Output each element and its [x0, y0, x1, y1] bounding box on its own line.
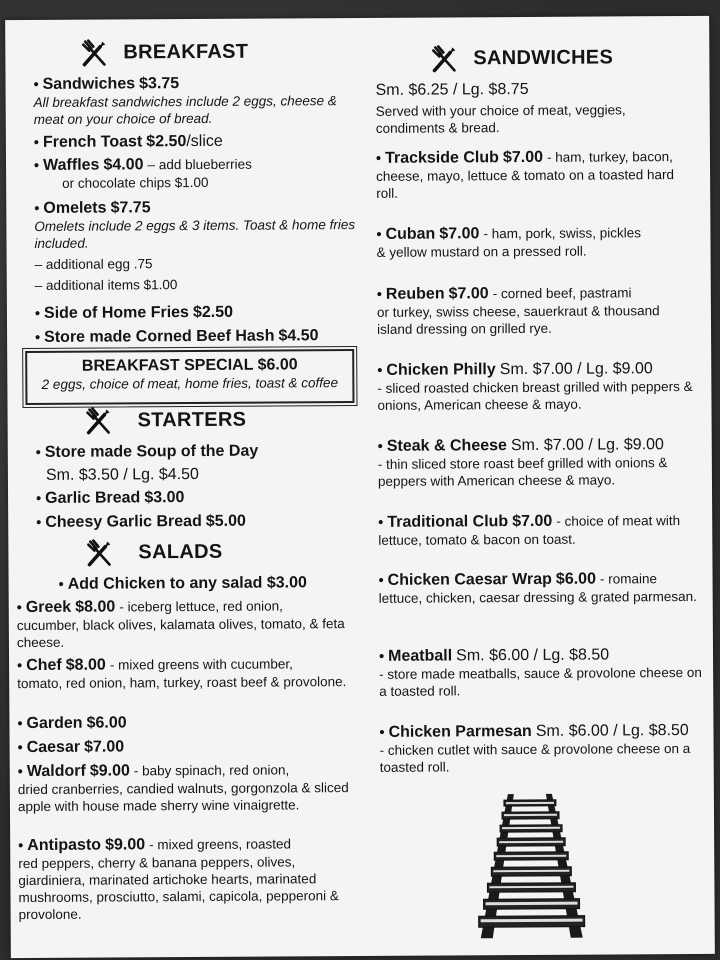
starter-item-soup: • Store made Soup of the Day Sm. $3.50 / Lg. $4.50	[35, 442, 259, 484]
sandwiches-heading: SANDWICHES	[429, 40, 613, 75]
menu-sheet	[5, 16, 715, 958]
sandwiches-price-line: Sm. $6.25 / Lg. $8.75	[375, 80, 529, 99]
special-description: 2 eggs, choice of meat, home fries, toast & coffee	[41, 375, 339, 392]
sandwich-item-traditional-club: • Traditional Club $7.00 - choice of meat with lettuce, tomato & bacon on toast.	[378, 512, 681, 548]
sandwich-item-meatball: • Meatball Sm. $6.00 / Lg. $8.50 - store made meatballs, sauce & provolone cheese on a toasted roll.	[378, 646, 702, 699]
fork-knife-icon	[83, 405, 117, 435]
sandwich-item-chicken-caesar-wrap: • Chicken Caesar Wrap $6.00 - romaine lettuce, chicken, caesar dressing & grated parmesan.	[378, 570, 697, 606]
breakfast-item-omelets: • Omelets $7.75 Omelets include 2 eggs & 3 items. Toast & home fries included. – additional egg .75 – additional items $1.00	[34, 199, 356, 293]
salad-item-antipasto: • Antipasto $9.00 - mixed greens, roasted red peppers, cherry & banana peppers, olives, giardiniera, marinated artichoke hearts, marinated mushrooms, prosciutto, salami, capicola, pepperoni & provolone.	[18, 836, 339, 923]
starter-item-garlic-bread: • Garlic Bread $3.00	[36, 489, 185, 507]
salads-heading: SALADS	[84, 535, 222, 570]
breakfast-item-corned-beef-hash: • Store made Corned Beef Hash $4.50	[35, 327, 319, 346]
breakfast-item-waffles: • Waffles $4.00 – add blueberries or chocolate chips $1.00	[33, 156, 252, 191]
special-title: BREAKFAST SPECIAL $6.00	[81, 356, 298, 375]
breakfast-item-sandwiches: • Sandwiches $3.75 All breakfast sandwiches include 2 eggs, cheese & meat on your choice of bread.	[33, 74, 363, 128]
sandwich-item-trackside-club: • Trackside Club $7.00 - ham, turkey, bacon, cheese, mayo, lettuce & tomato on a toasted hard roll.	[375, 148, 675, 201]
fork-knife-icon	[79, 37, 113, 67]
starter-item-cheesy-garlic-bread: • Cheesy Garlic Bread $5.00	[36, 512, 246, 531]
sandwich-item-cuban: • Cuban $7.00 - ham, pork, swiss, pickles & yellow mustard on a pressed roll.	[376, 225, 642, 260]
sandwich-item-chicken-parmesan: • Chicken Parmesan Sm. $6.00 / Lg. $8.50 - chicken cutlet with sauce & provolone cheese on a toasted roll.	[379, 721, 691, 775]
salads-add-chicken-note: • Add Chicken to any salad $3.00	[58, 574, 307, 593]
sandwiches-intro: Served with your choice of meat, veggies, condiments & bread.	[375, 102, 626, 136]
breakfast-heading: BREAKFAST	[79, 35, 248, 70]
starters-heading: STARTERS	[83, 403, 246, 438]
salad-item-waldorf: • Waldorf $9.00 - baby spinach, red onion, dried cranberries, candied walnuts, gorgonzola & sliced apple with house made sherry wine vinaigrette.	[17, 762, 349, 815]
item-description: All breakfast sandwiches include 2 eggs, cheese & meat on your choice of bread.	[33, 93, 337, 127]
breakfast-item-home-fries: • Side of Home Fries $2.50	[34, 303, 234, 322]
fork-knife-icon	[84, 537, 118, 567]
salad-item-greek: • Greek $8.00 - iceberg lettuce, red onion, cucumber, black olives, kalamata olives, tomato, & feta cheese.	[16, 598, 345, 651]
railroad-tracks-icon	[450, 791, 611, 942]
breakfast-item-french-toast: • French Toast $2.50/slice	[33, 132, 223, 151]
salad-item-garden: • Garden $6.00	[17, 714, 127, 733]
salad-item-caesar: • Caesar $7.00	[17, 738, 125, 757]
salad-item-chef: • Chef $8.00 - mixed greens with cucumber, tomato, red onion, ham, turkey, roast beef & provolone.	[17, 656, 347, 692]
sandwich-item-reuben: • Reuben $7.00 - corned beef, pastrami or turkey, swiss cheese, sauerkraut & thousand island dressing on grilled rye.	[376, 285, 660, 337]
fork-knife-icon	[429, 43, 463, 73]
breakfast-special-box	[25, 349, 354, 405]
sandwich-item-chicken-philly: • Chicken Philly Sm. $7.00 / Lg. $9.00 - sliced roasted chicken breast grilled with peppers & onions, American cheese & mayo.	[377, 360, 693, 413]
sandwich-item-steak-cheese: • Steak & Cheese Sm. $7.00 / Lg. $9.00 - thin sliced store roast beef grilled with onions & peppers with American cheese & mayo.	[377, 436, 668, 489]
